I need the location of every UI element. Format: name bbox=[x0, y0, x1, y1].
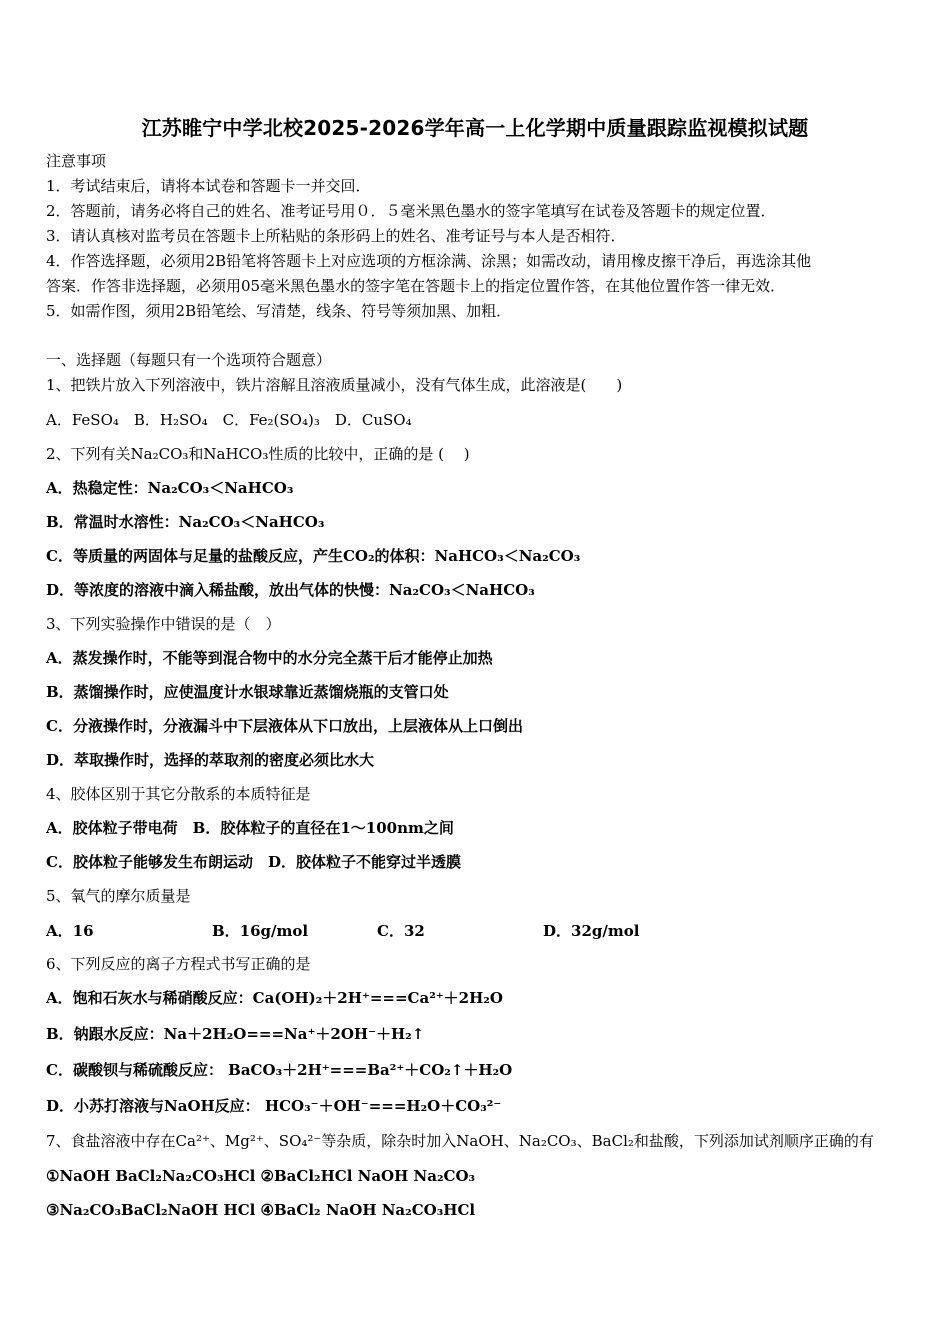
notice-heading: 注意事项 bbox=[46, 152, 107, 170]
question-7-choices-line-1: ①NaOH BaCl₂Na₂CO₃HCl ②BaCl₂HCl NaOH Na₂CO₃ bbox=[46, 1167, 476, 1185]
notice-item-4-continued: 答案．作答非选择题，必须用05毫米黑色墨水的签字笔在答题卡上的指定位置作答，在其他位置作答一律无效． bbox=[46, 277, 786, 295]
notice-item-2: 2．答题前，请务必将自己的姓名、准考证号用０．５毫米黑色墨水的签字笔填写在试卷及答题卡的规定位置． bbox=[46, 202, 776, 220]
question-5-stem: 5、氧气的摩尔质量是 bbox=[46, 887, 191, 905]
notice-item-4: 4．作答选择题，必须用2B铅笔将答题卡上对应选项的方框涂满、涂黑；如需改动，请用橡皮擦干净后，再选涂其他 bbox=[46, 252, 812, 270]
question-4-options-cd: C．胶体粒子能够发生布朗运动 D．胶体粒子不能穿过半透膜 bbox=[46, 853, 461, 871]
question-5-option-d: D．32g/mol bbox=[543, 922, 640, 940]
question-5-option-b: B．16g/mol bbox=[212, 922, 309, 940]
question-6-option-b: B．钠跟水反应：Na＋2H₂O===Na⁺＋2OH⁻＋H₂↑ bbox=[46, 1025, 425, 1043]
question-1-stem: 1、把铁片放入下列溶液中，铁片溶解且溶液质量减小，没有气体生成，此溶液是( ) bbox=[46, 376, 623, 394]
question-2-option-b: B．常温时水溶性：Na₂CO₃＜NaHCO₃ bbox=[46, 513, 325, 531]
notice-item-3: 3．请认真核对监考员在答题卡上所粘贴的条形码上的姓名、准考证号与本人是否相符． bbox=[46, 227, 626, 245]
question-4-stem: 4、胶体区别于其它分散系的本质特征是 bbox=[46, 785, 311, 803]
question-6-option-c: C．碳酸钡与稀硫酸反应： BaCO₃＋2H⁺===Ba²⁺＋CO₂↑＋H₂O bbox=[46, 1061, 513, 1079]
question-3-option-b: B．蒸馏操作时，应使温度计水银球靠近蒸馏烧瓶的支管口处 bbox=[46, 683, 449, 701]
question-6-stem: 6、下列反应的离子方程式书写正确的是 bbox=[46, 955, 311, 973]
question-3-option-c: C．分液操作时，分液漏斗中下层液体从下口放出，上层液体从上口倒出 bbox=[46, 717, 523, 735]
question-6-option-d: D．小苏打溶液与NaOH反应： HCO₃⁻＋OH⁻===H₂O＋CO₃²⁻ bbox=[46, 1097, 502, 1115]
section-heading: 一、选择题（每题只有一个选项符合题意） bbox=[46, 351, 332, 369]
question-2-option-a: A．热稳定性：Na₂CO₃＜NaHCO₃ bbox=[46, 479, 294, 497]
question-1-options: A．FeSO₄ B．H₂SO₄ C．Fe₂(SO₄)₃ D．CuSO₄ bbox=[46, 411, 412, 429]
question-6-option-a: A．饱和石灰水与稀硝酸反应：Ca(OH)₂＋2H⁺===Ca²⁺＋2H₂O bbox=[46, 989, 503, 1007]
notice-item-5: 5．如需作图，须用2B铅笔绘、写清楚，线条、符号等须加黑、加粗． bbox=[46, 302, 512, 320]
question-2-option-c: C．等质量的两固体与足量的盐酸反应，产生CO₂的体积：NaHCO₃＜Na₂CO₃ bbox=[46, 547, 581, 565]
question-3-stem: 3、下列实验操作中错误的是（ ） bbox=[46, 615, 281, 633]
question-2-option-d: D．等浓度的溶液中滴入稀盐酸，放出气体的快慢：Na₂CO₃＜NaHCO₃ bbox=[46, 581, 535, 599]
question-5-options bbox=[46, 920, 906, 940]
question-3-option-d: D．萃取操作时，选择的萃取剂的密度必须比水大 bbox=[46, 751, 375, 769]
notice-item-1: 1．考试结束后，请将本试卷和答题卡一并交回． bbox=[46, 177, 371, 195]
exam-title: 江苏睢宁中学北校2025-2026学年高一上化学期中质量跟踪监视模拟试题 bbox=[141, 116, 809, 140]
question-5-option-c: C．32 bbox=[377, 922, 425, 940]
question-7-stem: 7、食盐溶液中存在Ca²⁺、Mg²⁺、SO₄²⁻等杂质，除杂时加入NaOH、Na₂CO₃、BaCl₂和盐酸，下列添加试剂顺序正确的有 bbox=[46, 1132, 874, 1150]
question-7-choices-line-2: ③Na₂CO₃BaCl₂NaOH HCl ④BaCl₂ NaOH Na₂CO₃HCl bbox=[46, 1201, 476, 1219]
question-3-option-a: A．蒸发操作时，不能等到混合物中的水分完全蒸干后才能停止加热 bbox=[46, 649, 493, 667]
question-4-options-ab: A．胶体粒子带电荷 B．胶体粒子的直径在1～100nm之间 bbox=[46, 819, 454, 837]
question-5-option-a: A．16 bbox=[46, 922, 94, 940]
question-2-stem: 2、下列有关Na₂CO₃和NaHCO₃性质的比较中，正确的是 ( ) bbox=[46, 445, 470, 463]
